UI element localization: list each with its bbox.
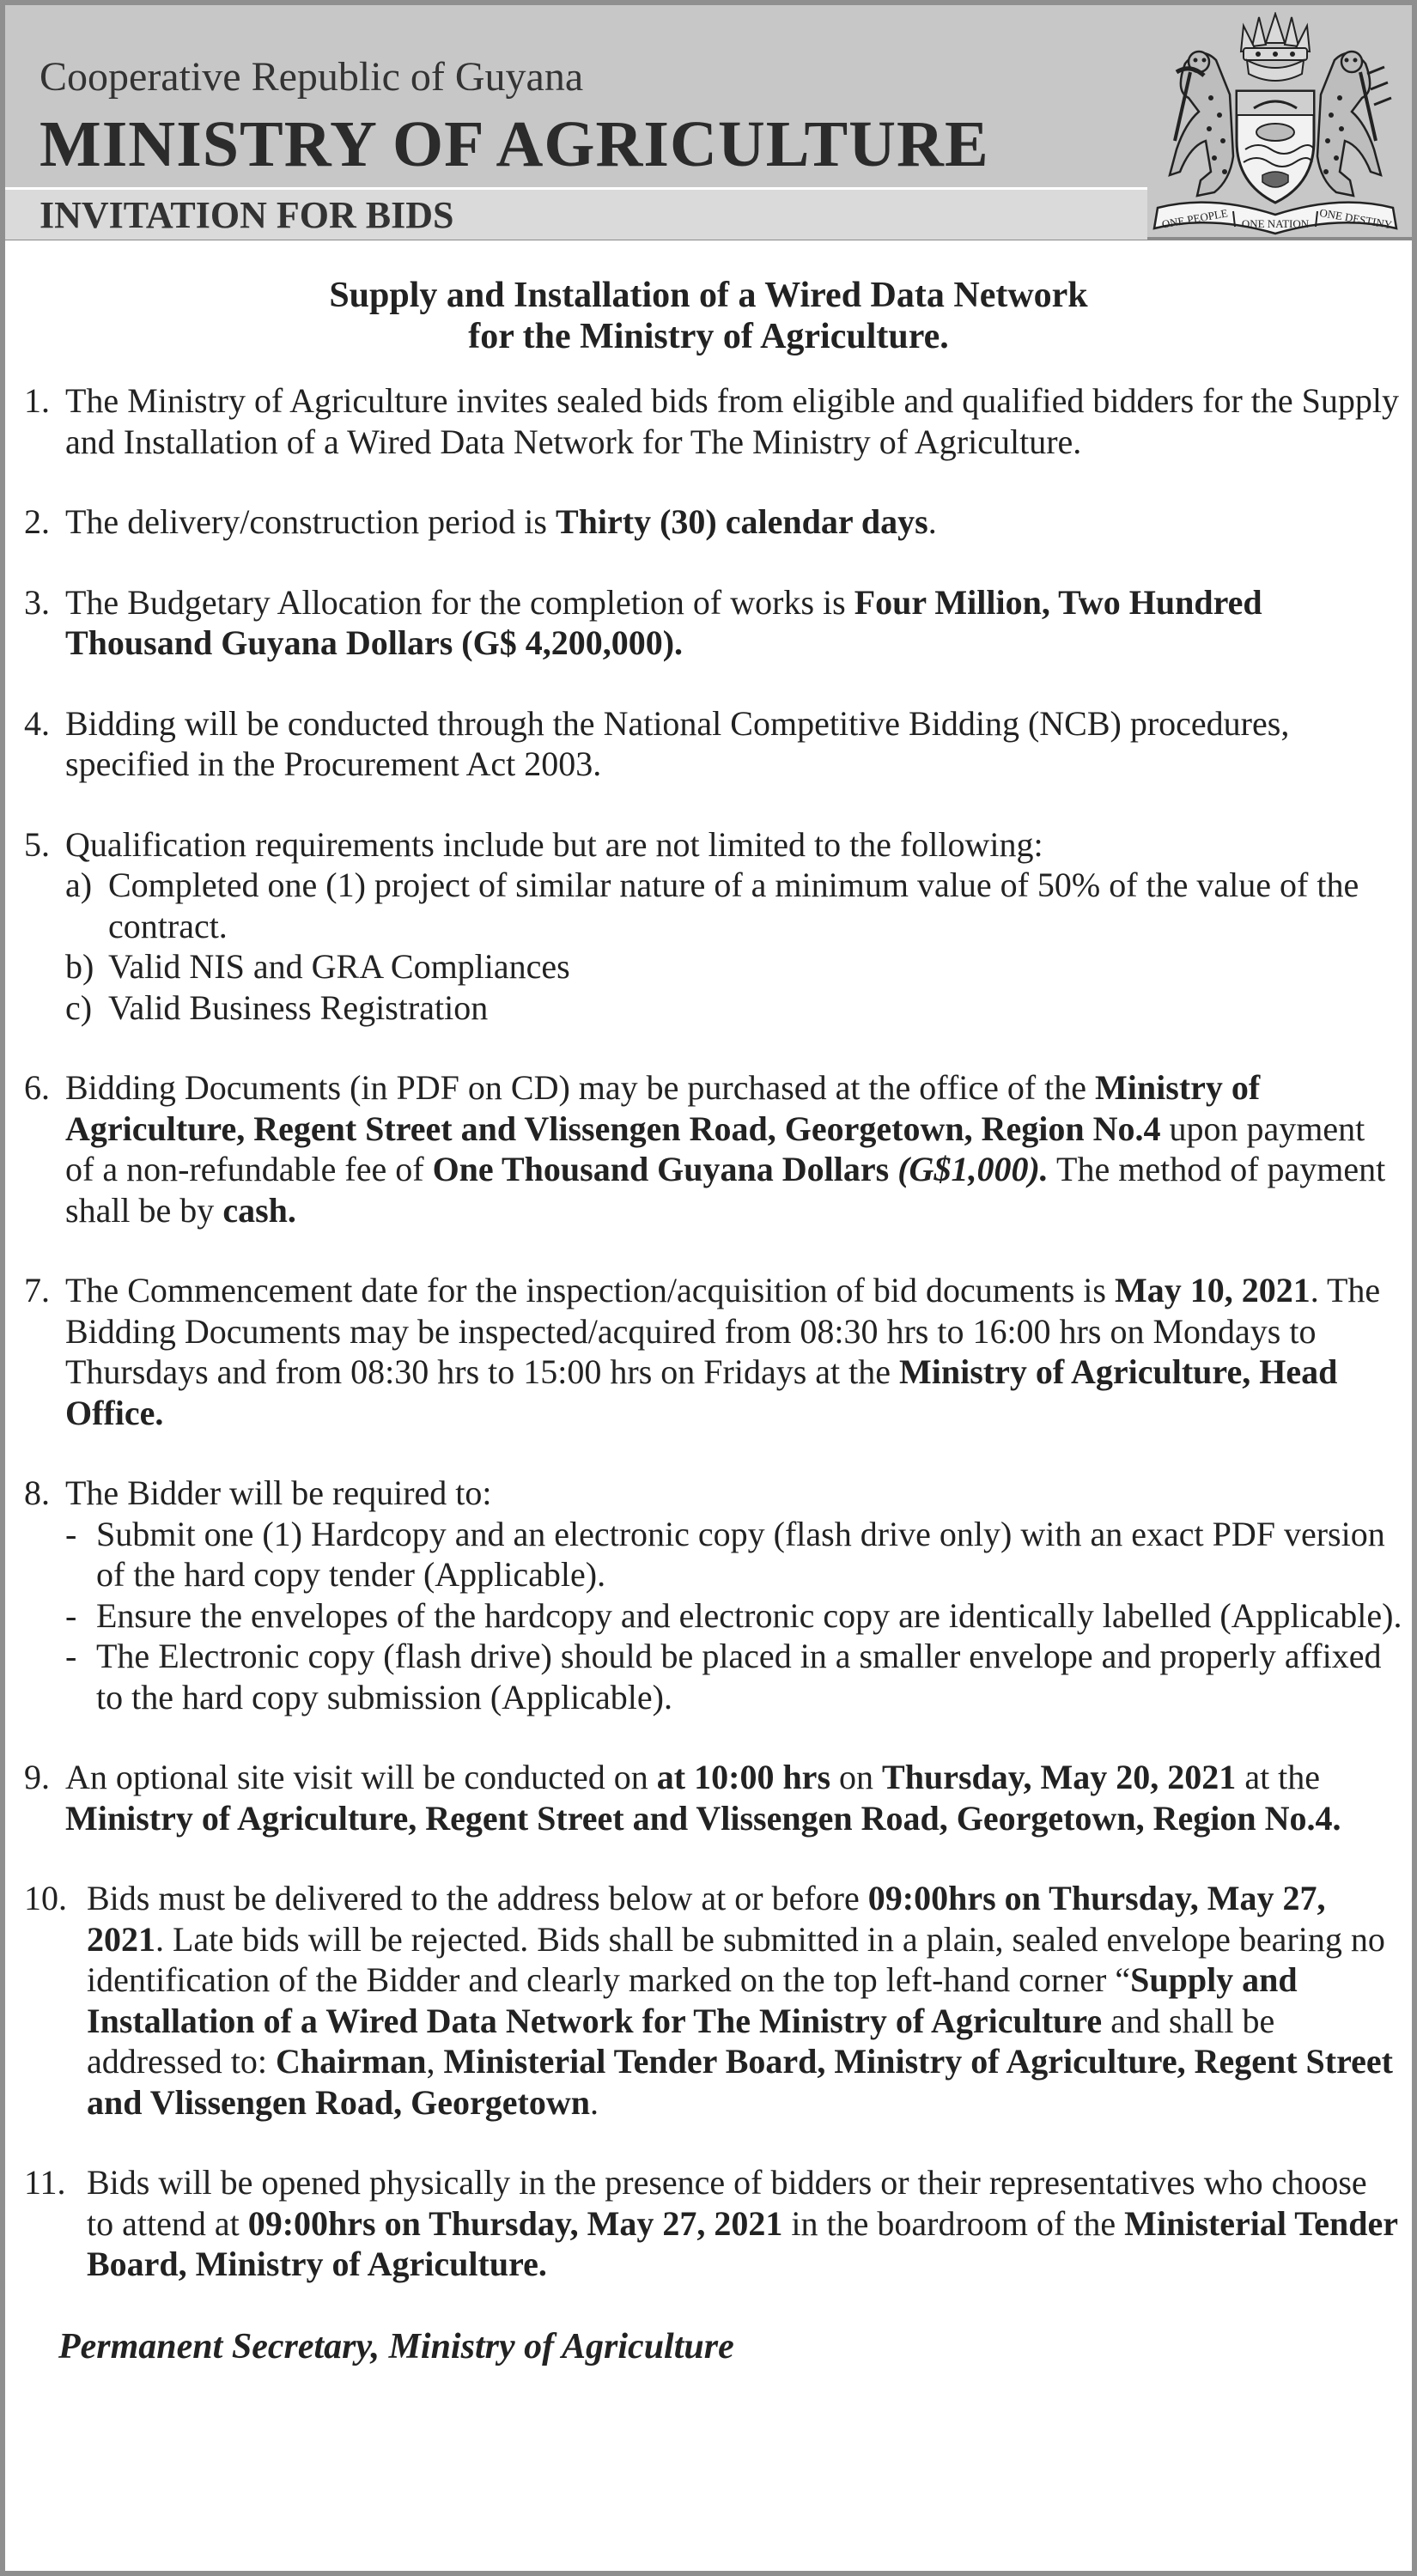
tender-title-line-2: for the Ministry of Agriculture.	[468, 317, 949, 356]
item-text: Qualification requirements include but are not limited to the following:	[65, 824, 1043, 864]
item-number: 10.	[24, 1879, 67, 1917]
item-7: 7. The Commencement date for the inspection/acquisition of bid documents is May 10, 2021. The Bidding Documents may be inspected/acquired from 08:30 hrs to 16:00 hrs on Mondays to Thursdays and from 08:30 hrs to 15:00 hrs on Fridays at the Ministry of Agriculture, Head Office.	[24, 1271, 1381, 1432]
republic-name: Cooperative Republic of Guyana	[40, 54, 584, 100]
item-2: 2. The delivery/construction period is Thirty (30) calendar days.	[24, 502, 937, 541]
payment-method: cash.	[222, 1190, 296, 1230]
envelope-marking: Supply and Installation of a Wired Data Network for The Ministry of Agriculture	[87, 1960, 1298, 2040]
delivery-period: Thirty (30) calendar days	[555, 502, 928, 541]
item-text: The delivery/construction period is	[65, 502, 556, 541]
submission-deadline: 09:00hrs on Thursday, May 27, 2021	[87, 1879, 1326, 1959]
item-number: 11.	[24, 2163, 66, 2202]
requirement-a: a) Completed one (1) project of similar nature of a minimum value of 50% of the value of the contract.	[65, 866, 1359, 945]
item-number: 9.	[24, 1758, 50, 1796]
item-5	[5, 824, 1412, 1029]
opening-datetime: 09:00hrs on Thursday, May 27, 2021	[247, 2203, 783, 2243]
item-1	[5, 380, 1412, 462]
invitation-band	[5, 187, 1147, 240]
guyana-coat-of-arms-icon	[1151, 12, 1400, 237]
item-number: 6.	[24, 1068, 50, 1107]
crest-motto-2: ONE NATION	[1241, 217, 1310, 230]
item-6: 6. Bidding Documents (in PDF on CD) may be purchased at the office of the Ministry of Agriculture, Regent Street and Vlissengen Road, Georgetown, Region No.4 upon payment of a non-refundable fee of One Thousand Guyana Dollars (G$1,000). The method of payment shall be by cash.	[24, 1068, 1386, 1230]
item-10: 10. Bids must be delivered to the address below at or before 09:00hrs on Thursday, May 27, 2021. Late bids will be rejected. Bids shall be submitted in a plain, sealed envelope bearing no identification of the Bidder and clearly marked on the top left-hand corner “Supply and Installation of a Wired Data Network for The Ministry of Agriculture and shall be addressed to: Chairman, Ministerial Tender Board, Ministry of Agriculture, Regent Street and Vlissengen Road, Georgetown.	[24, 1879, 1393, 2122]
signature: Permanent Secretary, Ministry of Agriculture	[58, 2326, 734, 2366]
item-9: 9. An optional site visit will be conducted on at 10:00 hrs on Thursday, May 20, 2021 at the Ministry of Agriculture, Regent Street and Vlissengen Road, Georgetown, Region No.4.	[24, 1758, 1341, 1838]
item-text: The Budgetary Allocation for the completion of works is	[65, 582, 854, 622]
item-11: 11. Bids will be opened physically in the presence of bidders or their representatives who choose to attend at 09:00hrs on Thursday, May 27, 2021 in the boardroom of the Ministerial Tender Board, Ministry of Agriculture.	[24, 2163, 1398, 2283]
submission-address: Ministerial Tender Board, Ministry of Agriculture, Regent Street and Vlissengen Road, Georgetown	[87, 2042, 1393, 2122]
item-number: 7.	[24, 1271, 50, 1309]
purchase-location: Ministry of Agriculture, Regent Street and Vlissengen Road, Georgetown, Region No.4	[65, 1068, 1261, 1148]
site-visit-time: at 10:00 hrs	[656, 1758, 831, 1796]
budget-amount: Four Million, Two Hundred Thousand Guyana Dollars (G$ 4,200,000).	[65, 582, 1262, 662]
item-number: 2.	[24, 502, 50, 541]
bidder-requirement-1: - Submit one (1) Hardcopy and an electronic copy (flash drive only) with an exact PDF version of the hard copy tender (Applicable).	[65, 1514, 1385, 1594]
item-text: Bidding will be conducted through the National Competitive Bidding (NCB) procedures, specified in the Procurement Act 2003.	[65, 703, 1290, 783]
ministry-name: MINISTRY OF AGRICULTURE	[40, 108, 989, 180]
item-4	[5, 703, 1412, 785]
addressee: Chairman	[275, 2042, 427, 2081]
site-visit-date: Thursday, May 20, 2021	[882, 1758, 1237, 1796]
tender-title	[5, 275, 1412, 357]
header	[5, 5, 1412, 240]
opening-location: Ministerial Tender Board, Ministry of Agriculture.	[87, 2203, 1398, 2283]
item-number: 4.	[24, 703, 50, 743]
bidder-requirement-3: - The Electronic copy (flash drive) should be placed in a smaller envelope and properly affixed to the hard copy submission (Applicable).	[65, 1637, 1382, 1716]
item-text: The Bidder will be required to:	[65, 1473, 492, 1512]
document-fee-amount: (G$1,000).	[897, 1150, 1049, 1188]
item-number: 3.	[24, 582, 50, 622]
site-visit-location: Ministry of Agriculture, Regent Street and Vlissengen Road, Georgetown, Region No.4.	[65, 1798, 1341, 1838]
crest-motto-1: ONE PEOPLE	[1160, 206, 1229, 231]
notice-content	[5, 240, 1412, 2367]
item-text: The Ministry of Agriculture invites sealed bids from eligible and qualified bidders for the Supply and Installation of a Wired Data Network for The Ministry of Agriculture.	[65, 381, 1400, 461]
item-number: 1.	[24, 381, 50, 420]
item-number: 5.	[24, 824, 50, 864]
item-3	[5, 582, 1412, 664]
invitation-heading: INVITATION FOR BIDS	[40, 194, 454, 236]
item-number: 8.	[24, 1473, 50, 1512]
crest-motto-3: ONE DESTINY	[1318, 205, 1394, 232]
requirement-b: b) Valid NIS and GRA Compliances	[65, 947, 570, 986]
requirement-c: c) Valid Business Registration	[65, 987, 489, 1027]
document-fee: One Thousand Guyana Dollars	[432, 1150, 890, 1188]
bidder-requirement-2: - Ensure the envelopes of the hardcopy and electronic copy are identically labelled (Applicable).	[65, 1595, 1402, 1635]
item-8	[5, 1473, 1412, 1717]
inspection-location: Ministry of Agriculture, Head Office.	[65, 1352, 1338, 1432]
tender-title-line-1: Supply and Installation of a Wired Data Network	[329, 276, 1088, 315]
commencement-date: May 10, 2021	[1114, 1271, 1311, 1309]
